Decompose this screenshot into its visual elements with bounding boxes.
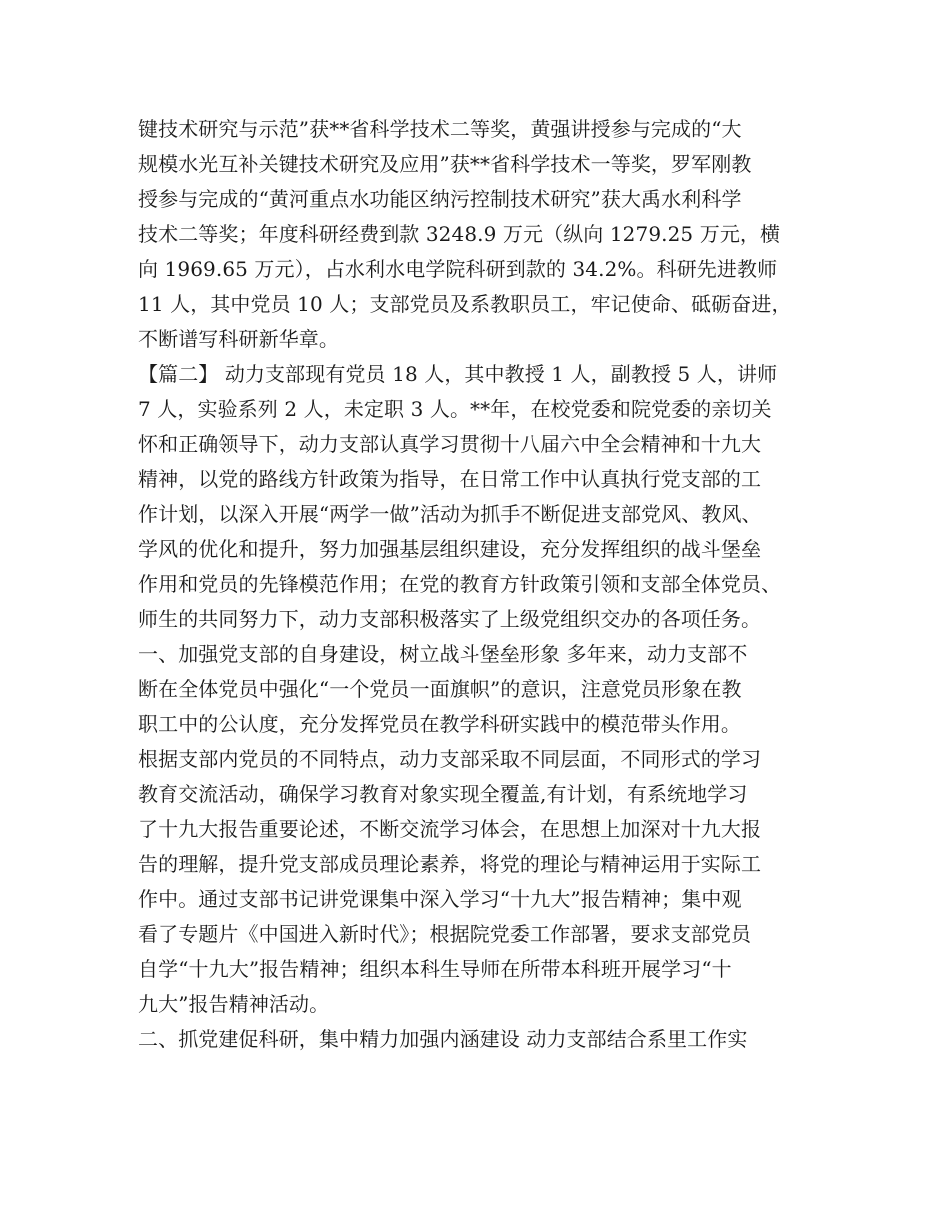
text-line: 不断谱写科研新华章。 [138,327,339,351]
text-line: 根据支部内党员的不同特点，动力支部采取不同层面，不同形式的学习 [138,747,762,771]
text-line: 告的理解，提升党支部成员理论素养，将党的理论与精神运用于实际工 [138,852,762,876]
text-line: 精神，以党的路线方针政策为指导，在日常工作中认真执行党支部的工 [138,467,762,491]
text-line: 【篇二】 动力支部现有党员 18 人，其中教授 1 人，副教授 5 人，讲师 [138,362,778,386]
text-line: 看了专题片《中国进入新时代》；根据院党委工作部署，要求支部党员 [138,922,752,946]
text-line: 自学“十九大”报告精神；组织本科生导师在所带本科班开展学习“十 [138,957,732,981]
text-line: 教育交流活动，确保学习教育对象实现全覆盖,有计划，有系统地学习 [138,782,748,806]
text-line: 断在全体党员中强化“一个党员一面旗帜”的意识，注意党员形象在教 [138,677,742,701]
text-line: 键技术研究与示范”获**省科学技术二等奖，黄强讲授参与完成的“大 [138,117,742,141]
text-line: 向 1969.65 万元），占水利水电学院科研到款的 34.2%。科研先进教师 [138,257,778,281]
text-line: 一、加强党支部的自身建设，树立战斗堡垒形象 多年来，动力支部不 [138,642,748,666]
text-line: 作计划，以深入开展“两学一做”活动为抓手不断促进支部党风、教风、 [138,502,762,526]
text-line: 学风的优化和提升，努力加强基层组织建设，充分发挥组织的战斗堡垒 [138,537,762,561]
text-line: 规模水光互补关键技术研究及应用”获**省科学技术一等奖，罗军刚教 [138,152,752,176]
text-line: 7 人，实验系列 2 人，未定职 3 人。**年，在校党委和院党委的亲切关 [138,397,772,421]
text-line: 作用和党员的先锋模范作用；在党的教育方针政策引领和支部全体党员、 [138,572,782,596]
text-line: 职工中的公认度，充分发挥党员在教学科研实践中的模范带头作用。 [138,712,741,736]
text-line: 师生的共同努力下，动力支部积极落实了上级党组织交办的各项任务。 [138,607,762,631]
text-line: 技术二等奖；年度科研经费到款 3248.9 万元（纵向 1279.25 万元，横 [138,222,781,246]
document-body [138,112,818,1057]
text-line: 了十九大报告重要论述，不断交流学习体会，在思想上加深对十九大报 [138,817,762,841]
text-line: 授参与完成的“黄河重点水功能区纳污控制技术研究”获大禹水利科学 [138,187,742,211]
text-line: 怀和正确领导下，动力支部认真学习贯彻十八届六中全会精神和十九大 [138,432,762,456]
text-line: 九大”报告精神活动。 [138,992,330,1016]
text-line: 二、抓党建促科研，集中精力加强内涵建设 动力支部结合系里工作实 [138,1027,748,1051]
text-line: 作中。通过支部书记讲党课集中深入学习“十九大”报告精神；集中观 [138,887,742,911]
text-line: 11 人，其中党员 10 人；支部党员及系教职员工，牢记使命、砥砺奋进， [138,292,792,316]
